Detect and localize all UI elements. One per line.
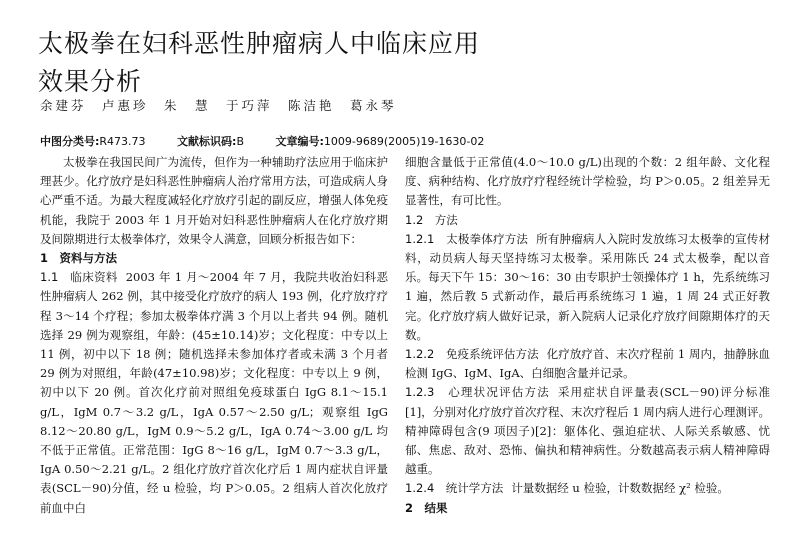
clc-value: R473.73	[99, 135, 146, 148]
continuation-paragraph: 细胞含量低于正常值(4.0～10.0 g/L)出现的个数：2 组年龄、文化程度、病种结构、化疗放疗疗程经统计学检验，均 P＞0.05。2 组差异无显著性，有可比性。	[405, 155, 770, 208]
section-1-2-2	[405, 345, 770, 383]
article-no-value: 1009-9689(2005)19-1630-02	[323, 135, 485, 148]
section-1-2-4-label: 1.2.4 统计学方法	[405, 481, 504, 496]
section-1-2-4	[405, 479, 770, 498]
article-meta	[40, 133, 512, 149]
clc-label: 中图分类号:	[40, 135, 100, 148]
section-1-1	[40, 268, 388, 518]
right-column	[405, 153, 770, 518]
title-line-1: 太极拳在妇科恶性肿瘤病人中临床应用	[38, 28, 481, 58]
author-list: 余建芬 卢惠珍 朱 慧 于巧萍 陈洁艳 葛永琴	[40, 98, 397, 113]
left-column	[40, 153, 388, 518]
section-1-2-heading: 1.2 方法	[405, 212, 458, 227]
section-2-heading: 2 结果	[405, 500, 448, 515]
doc-code-field	[177, 135, 258, 148]
clc-field	[40, 135, 160, 148]
doc-code-label: 文献标识码:	[177, 135, 237, 148]
section-1-2-1-text: 所有肿瘤病人入院时发放练习太极拳的宣传材料，动员病人每天坚持练习太极拳。采用陈氏 24 式太极拳，配以音乐。每天下午 15：30～16：30 由专职护士领操体疗 1 h，先系统练习 1 遍，然后教 5 式新动作，最后再系统练习 1 遍，1 周 24 式正好教完。化疗放疗病人做好记录，新入院病人记录化疗放疗间隙期体疗的天数。	[405, 231, 770, 342]
section-1-2-4-text: 计量数据经 u 检验，计数数据经 χ² 检验。	[511, 481, 729, 496]
article-title	[38, 27, 480, 99]
article-no-field	[276, 135, 499, 148]
intro-paragraph: 太极拳在我国民间广为流传，但作为一种辅助疗法应用于临床护理甚少。化疗放疗是妇科恶性肿瘤病人治疗常用方法，可造成病人身心严重不适。为最大程度减轻化疗放疗引起的副反应，增强人体免疫机能，我院于 2003 年 1 月开始对妇科恶性肿瘤病人在化疗放疗期及间隙期进行太极拳体疗，效果令人满意，回顾分析报告如下：	[40, 155, 388, 246]
section-1-2-2-text: 化疗放疗首、末次疗程前 1 周内，抽静脉血检测 IgG、IgM、IgA、白细胞含量并记录。	[405, 347, 770, 381]
section-1-2-3-text: 采用症状自评量表(SCL－90)评分标准[1]，分别对化疗放疗首次疗程、末次疗程后 1 周内病人进行心理测评。精神障碍包含(9 项因子)[2]：躯体化、强迫症状、人际关系敏感、忧郁、焦虑、敌对、恐怖、偏执和精神病性。分数越高表示病人精神障碍越重。	[405, 385, 770, 477]
section-1-heading: 1 资料与方法	[40, 251, 118, 266]
section-1-2-3	[405, 383, 770, 479]
doc-code-value: B	[236, 135, 244, 148]
section-1-2-2-label: 1.2.2 免疫系统评估方法	[405, 347, 539, 362]
section-1-2-1-label: 1.2.1 太极拳体疗方法	[405, 231, 529, 246]
title-line-2: 效果分析	[38, 66, 143, 96]
section-1-1-text: 2003 年 1 月～2004 年 7 月，我院共收治妇科恶性肿瘤病人 262 例，其中接受化疗放疗的病人 193 例，化疗放疗疗程 3～14 个疗程；参加太极拳体疗满 3 个月以上者共 94 例。随机选择 29 例为观察组，年龄：(45±10.14)岁；文化程度：中专以上 11 例，初中以下 18 例；随机选择未参加体疗者或未满 3 个月者 29 例为对照组，年龄(47±10.98)岁；文化程度：中专以上 9 例，初中以下 20 例。首次化疗前对照组免疫球蛋白 IgG 8.1～15.1 g/L，IgM 0.7～3.2 g/L，IgA 0.57～2.50 g/L；观察组 IgG 8.12～20.80 g/L，IgM 0.9～5.2 g/L，IgA 0.74～3.00 g/L 均不低于正常值。正常范围：IgG 8～16 g/L，IgM 0.7～3.3 g/L，IgA 0.50～2.21 g/L。2 组化疗放疗首次化疗后 1 周内症状自评量表(SCL－90)分值，经 u 检验，均 P＞0.05。2 组病人首次化放疗前血中白	[40, 270, 388, 515]
section-1-2-1	[405, 230, 770, 345]
section-1-2-3-label: 1.2.3 心理状况评估方法	[405, 385, 550, 400]
article-no-label: 文章编号:	[275, 135, 324, 148]
section-1-1-label: 1.1 临床资料	[40, 270, 118, 285]
